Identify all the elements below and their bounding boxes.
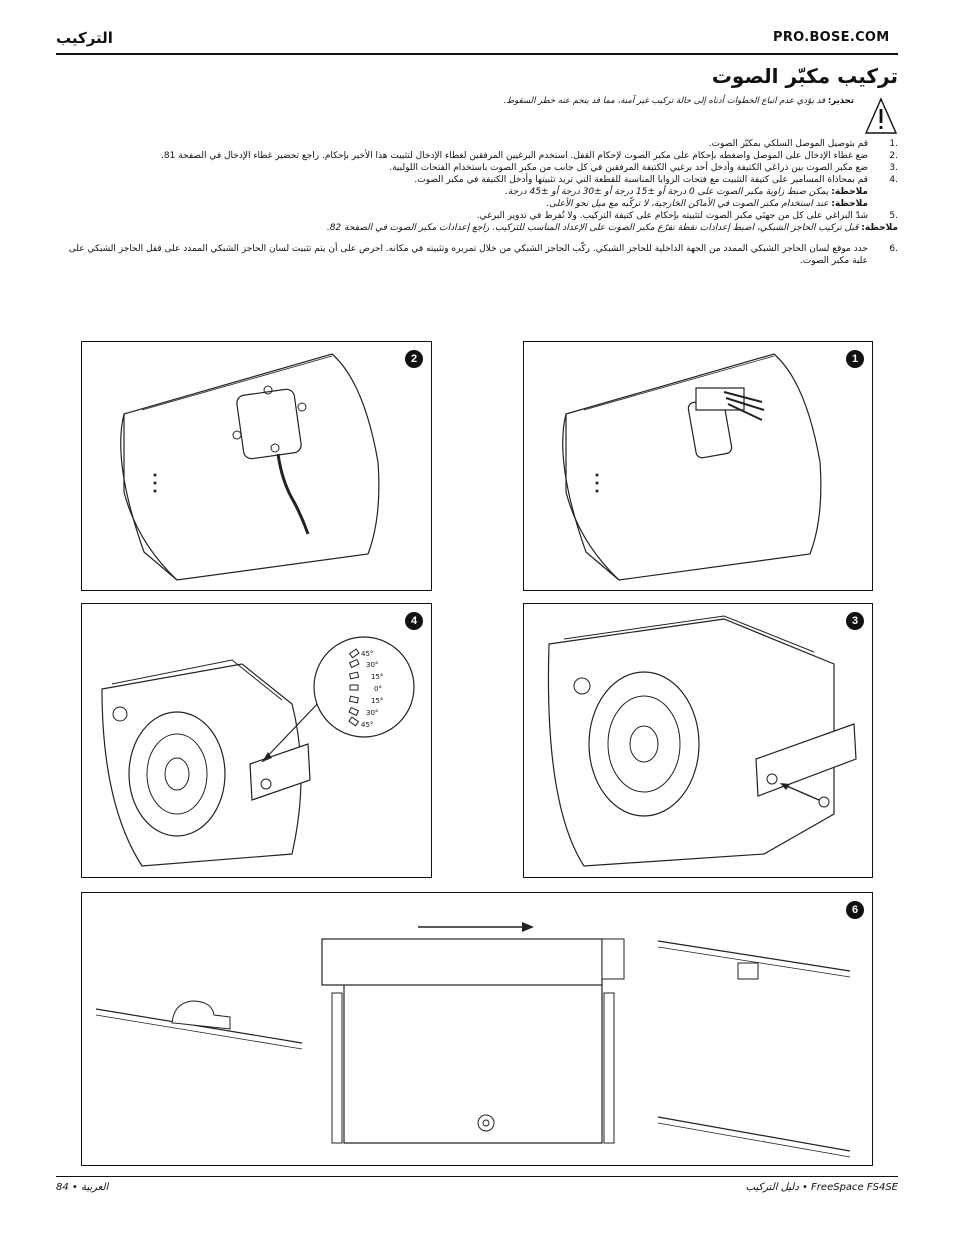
angle-label-15-down: 15°	[371, 697, 384, 705]
warning-label: تحذير:	[827, 96, 854, 106]
figure-badge-2: 2	[405, 350, 423, 368]
figure-badge-6: 6	[846, 901, 864, 919]
figure-3-panel	[523, 603, 873, 878]
figure-badge-1: 1	[846, 350, 864, 368]
figure-2-panel	[81, 341, 432, 591]
figure-1-panel	[523, 341, 873, 591]
figure-6-panel	[81, 892, 873, 1166]
speaker-with-connector-illustration	[524, 342, 874, 592]
page-title: تركيب مكبّر الصوت	[711, 64, 898, 88]
angle-label-45-up: 45°	[361, 650, 374, 658]
angle-label-15-up: 15°	[371, 673, 384, 681]
instruction-steps	[58, 138, 898, 267]
step-6: 6. حدد موقع لسان الحاجز الشبكي الممدد من الجهة الداخلية للحاجز الشبكي. ركّب الحاجز الشبكي من خلال تمريره وتثبيته في مكانه. احرص على أن يتم تثبيت لسان الحاجز الشبكي الممدد على قفل الحاجز الشبكي على علبة مكبر الصوت.	[68, 244, 898, 266]
step-4-note-1: ملاحظة: يمكن ضبط زاوية مكبر الصوت على 0 درجة أو ±15 درجة أو ±30 درجة أو ±45 درجة.	[505, 187, 868, 197]
speaker-with-input-cover-illustration	[82, 342, 433, 592]
figure-4-panel	[81, 603, 432, 878]
step-4-note-2: ملاحظة: عند استخدام مكبر الصوت في الأماكن الخارجية، لا تركّبه مع ميل نحو الأعلى.	[546, 199, 868, 209]
speaker-bracket-angle-illustration	[82, 604, 433, 879]
warning-text	[504, 96, 854, 106]
figure-badge-3: 3	[846, 612, 864, 630]
step-4: 4. قم بمحاذاة المسامير على كتيفة التثبيت مع فتحات الزوايا المناسبة للقطعة التي تريد تثبيتها وأدخل الكتيفة في مكبر الصوت. ملاحظة: يمكن ضبط زاوية مكبر الصوت على 0 درجة أو ±15 درجة أو ±30 درجة أو ±45 درجة. ملاحظة: عند استخدام مكبر الصوت في الأماكن الخارجية، لا تركّبه مع ميل نحو الأعلى.	[58, 174, 898, 210]
section-title: التركيب	[56, 29, 113, 47]
grille-installation-illustration	[82, 893, 874, 1167]
footer-rule	[56, 1176, 898, 1177]
angle-label-45-down: 45°	[361, 721, 374, 729]
warning-body: قد يؤدي عدم اتباع الخطوات أدناه إلى حالة تركيب غير آمنة، مما قد ينجم عنه خطر السقوط.	[503, 96, 826, 106]
angle-label-30-down: 30°	[366, 709, 379, 717]
footer-manual-title: FreeSpace FS4SE • دليل التركيب	[745, 1182, 898, 1193]
step-2: 2. ضع غطاء الإدخال على الموصل واضغطه بإحكام على مكبر الصوت لإحكام القفل. استخدم البرغيين المرفقين لغطاء الإدخال لتثبيت هذا الأخير بإحكام. راجع تحضير غطاء الإدخال في الصفحة 81.	[161, 151, 898, 161]
angle-label-30-up: 30°	[366, 661, 379, 669]
site-url: PRO.BOSE.COM	[773, 30, 890, 45]
step-5-note: ملاحظة: قبل تركيب الحاجز الشبكي، اضبط إعدادات نقطة تفرّع مكبر الصوت على الإعداد المناسب للتركيب. راجع إعدادات مكبر الصوت في الصفحة 82.	[326, 223, 898, 233]
step-1: 1. قم بتوصيل الموصل السلكي بمكبّر الصوت.	[708, 139, 898, 149]
figure-badge-4: 4	[405, 612, 423, 630]
warning-triangle-icon	[864, 97, 898, 135]
step-3: 3. ضع مكبر الصوت بين ذراعَي الكتيفة وأدخل أحد برغيي الكتيفة المرفقين في كل جانب من مكبر الصوت باستخدام الفتحات اللولبية.	[389, 163, 898, 173]
angle-label-0: 0°	[374, 685, 382, 693]
footer-page-number: 84 • العربية	[56, 1182, 109, 1193]
step-5: 5. شدّ البراغي على كل من جهتَي مكبر الصوت لتثبيته بإحكام على كتيفة التركيب. ولا تُفرط في تدوير البرغي.	[476, 211, 898, 221]
header-rule	[56, 53, 898, 55]
speaker-in-bracket-illustration	[524, 604, 874, 879]
